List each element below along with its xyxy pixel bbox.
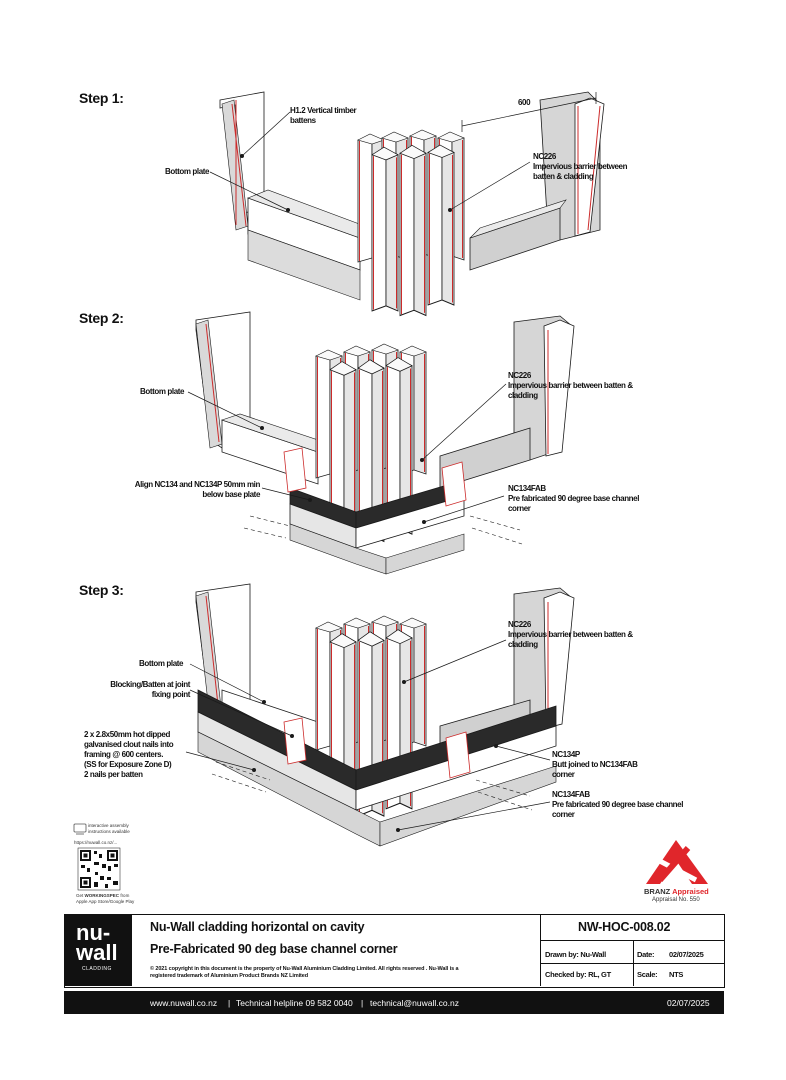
drawing-title-1: Nu-Wall cladding horizontal on cavity (150, 920, 365, 934)
dimension-600: 600 (518, 98, 531, 107)
footer-email[interactable]: technical@nuwall.co.nz (370, 997, 459, 1008)
step-1-drawing (210, 92, 604, 316)
callout-nc226-3: NC226 Impervious barrier between batten & cladding (508, 620, 633, 649)
branz-badge: BRANZ Appraised (644, 887, 709, 896)
scale-value: NTS (669, 970, 684, 979)
scale-label: Scale: (637, 970, 658, 979)
footer-date: 02/07/2025 (667, 997, 710, 1008)
drawn-by: Drawn by: Nu-Wall (545, 950, 606, 959)
callout-bottom-plate-3: Bottom plate (139, 659, 184, 668)
assembly-icon (74, 824, 86, 834)
branz-number: Appraisal No. 550 (652, 897, 700, 903)
date-label: Date: (637, 950, 655, 959)
callout-nc226-2: NC226 Impervious barrier between batten & cladding (508, 371, 633, 400)
step-2-drawing (188, 312, 574, 574)
checked-by: Checked by: RL, GT (545, 970, 611, 979)
callout-bottom-plate-2: Bottom plate (140, 387, 185, 396)
footer-helpline[interactable]: Technical helpline 09 582 0040 (236, 997, 353, 1008)
callout-bottom-plate: Bottom plate (165, 167, 210, 176)
callout-blocking: Blocking/Batten at joint fixing point (110, 680, 190, 699)
callout-battens: H1.2 Vertical timber battens (290, 106, 357, 125)
step-2-label: Step 2: (79, 310, 124, 326)
step-1-label: Step 1: (79, 90, 124, 106)
branz-logo-icon (646, 840, 708, 884)
footer-bar (64, 991, 724, 1014)
footer-website[interactable]: www.nuwall.co.nz (150, 997, 218, 1008)
callout-nc134fab-2: NC134FAB Pre fabricated 90 degree base channel corner (508, 484, 640, 513)
nuwall-logo: nu- wall CLADDING (64, 914, 132, 986)
drawing-number: NW-HOC-008.02 (578, 920, 671, 934)
qr-code (78, 848, 120, 890)
qr-url[interactable]: https://nuwall.co.nz/... (74, 840, 118, 845)
footer-sep-1: | (228, 997, 231, 1008)
callout-nails: 2 x 2.8x50mm hot dipped galvanised clout nails into framing @ 600 centers. (SS for Exposure Zone D) 2 nails per batten (84, 730, 174, 779)
callout-nc226: NC226 Impervious barrier between batten & cladding (533, 152, 628, 181)
callout-nc134fab-3: NC134FAB Pre fabricated 90 degree base channel corner (552, 790, 684, 819)
qr-store-caption: Get WORKINGSPEC from Apple App Store/Google Play (76, 893, 135, 904)
callout-align: Align NC134 and NC134P 50mm min below base plate (134, 480, 260, 499)
footer-sep-2: | (361, 997, 364, 1008)
date-value: 02/07/2025 (669, 950, 704, 959)
copyright: © 2021 copyright in this document is the property of Nu-Wall Aluminium Cladding Limited. All rights reserved . Nu-Wall is a registered trademark of Aluminium Product Brands NZ Limited (150, 966, 459, 979)
step-3-label: Step 3: (79, 582, 124, 598)
drawing-title-2: Pre-Fabricated 90 deg base channel corner (150, 942, 398, 956)
qr-caption: interactive assembly instructions available (88, 823, 130, 834)
callout-nc134p: NC134P Butt joined to NC134FAB corner (552, 750, 638, 779)
